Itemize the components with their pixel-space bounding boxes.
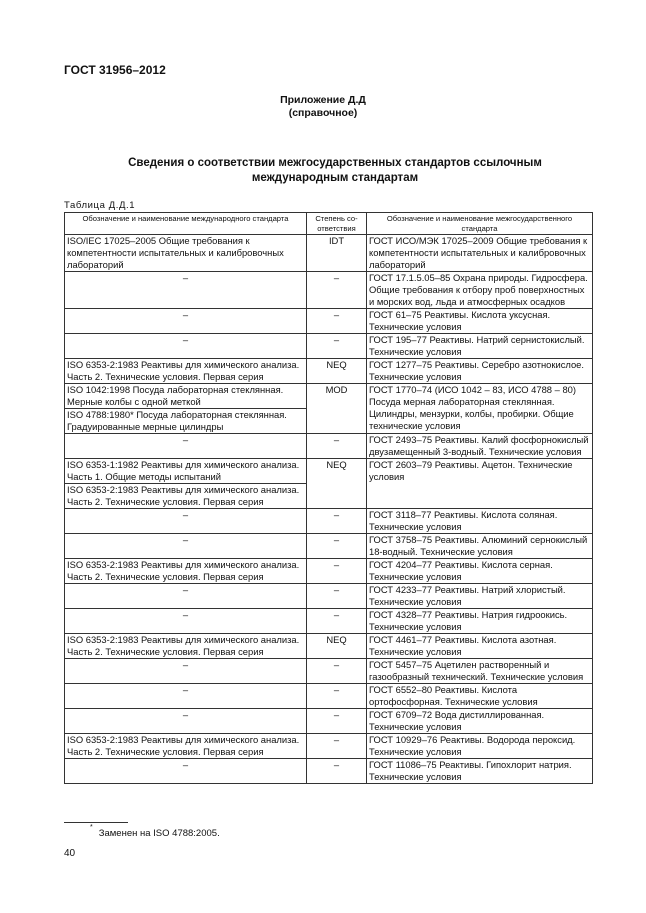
header-intl-standard: Обозначение и наименование международного стандарта [65, 213, 307, 235]
degree-cell: – [307, 534, 367, 559]
footnote [90, 824, 220, 840]
gost-standard-cell: ГОСТ 11086–75 Реактивы. Гипохлорит натрия. Технические условия [367, 759, 593, 784]
appendix-subtitle: (справочное) [288, 107, 358, 119]
page-number: 40 [64, 848, 76, 859]
gost-standard-cell: ГОСТ 1770–74 (ИСО 1042 – 83, ИСО 4788 – 80) Посуда мерная лабораторная стеклянная. Цилиндры, мензурки, колбы, пробирки. Общие технические условия [367, 384, 593, 434]
table-row [65, 534, 593, 559]
intl-standard-cell: – [65, 759, 307, 784]
gost-standard-cell: ГОСТ 61–75 Реактивы. Кислота уксусная. Технические условия [367, 309, 593, 334]
table-row [65, 235, 593, 272]
degree-cell: – [307, 709, 367, 734]
table-row [65, 709, 593, 734]
intl-standard-cell: – [65, 309, 307, 334]
footnote-mark: * [90, 824, 93, 831]
degree-cell: NEQ [307, 359, 367, 384]
intl-standard-cell: – [65, 584, 307, 609]
gost-standard-cell: ГОСТ 10929–76 Реактивы. Водорода пероксид. Технические условия [367, 734, 593, 759]
intl-standard-cell: – [65, 434, 307, 459]
intl-standard-cell: – [65, 609, 307, 634]
degree-cell: – [307, 609, 367, 634]
table-row [65, 434, 593, 459]
standard-code: ГОСТ 31956–2012 [64, 63, 166, 77]
intl-standard-cell: ISO 6353-2:1983 Реактивы для химического анализа. Часть 2. Технические условия. Первая серия [65, 634, 307, 659]
gost-standard-cell: ГОСТ 2603–79 Реактивы. Ацетон. Технические условия [367, 459, 593, 509]
table-row [65, 459, 593, 484]
gost-standard-cell: ГОСТ 195–77 Реактивы. Натрий сернистокислый. Технические условия [367, 334, 593, 359]
degree-cell: – [307, 309, 367, 334]
intl-standard-cell: ISO 4788:1980* Посуда лабораторная стеклянная. Градуированные мерные цилиндры [65, 409, 307, 434]
table-row [65, 334, 593, 359]
gost-standard-cell: ГОСТ 17.1.5.05–85 Охрана природы. Гидросфера. Общие требования к отбору проб поверхностных и морских вод, льда и атмосферных осадков [367, 272, 593, 309]
degree-cell: – [307, 659, 367, 684]
intl-standard-cell: ISO 1042:1998 Посуда лабораторная стеклянная. Мерные колбы с одной меткой [65, 384, 307, 409]
appendix-title: Приложение Д.Д [280, 94, 366, 106]
table-row [65, 634, 593, 659]
intl-standard-cell: – [65, 334, 307, 359]
gost-standard-cell: ГОСТ 1277–75 Реактивы. Серебро азотнокислое. Технические условия [367, 359, 593, 384]
degree-cell: – [307, 734, 367, 759]
intl-standard-cell: ISO 6353-2:1983 Реактивы для химического анализа. Часть 2. Технические условия. Первая серия [65, 559, 307, 584]
gost-standard-cell: ГОСТ 4461–77 Реактивы. Кислота азотная. Технические условия [367, 634, 593, 659]
correspondence-table [64, 212, 593, 784]
header-degree: Степень со-ответствия [307, 213, 367, 235]
degree-cell: – [307, 684, 367, 709]
degree-cell: – [307, 272, 367, 309]
gost-standard-cell: ГОСТ 2493–75 Реактивы. Калий фосфорнокислый двузамещенный 3-водный. Технические условия [367, 434, 593, 459]
gost-standard-cell: ГОСТ 5457–75 Ацетилен растворенный и газообразный технический. Технические условия [367, 659, 593, 684]
gost-standard-cell: ГОСТ 3118–77 Реактивы. Кислота соляная. Технические условия [367, 509, 593, 534]
gost-standard-cell: ГОСТ 6709–72 Вода дистиллированная. Технические условия [367, 709, 593, 734]
gost-standard-cell: ГОСТ 3758–75 Реактивы. Алюминий сернокислый 18-водный. Технические условия [367, 534, 593, 559]
gost-standard-cell: ГОСТ 4328–77 Реактивы. Натрия гидроокись. Технические условия [367, 609, 593, 634]
intl-standard-cell: ISO/IEC 17025–2005 Общие требования к компетентности испытательных и калибровочных лабораторий [65, 235, 307, 272]
table-label: Таблица Д.Д.1 [64, 200, 136, 211]
degree-cell: NEQ [307, 459, 367, 509]
degree-cell: – [307, 759, 367, 784]
table-header-row [65, 213, 593, 235]
table-row [65, 759, 593, 784]
header-gost-standard: Обозначение и наименование межгосударственного стандарта [367, 213, 593, 235]
gost-standard-cell: ГОСТ 6552–80 Реактивы. Кислота ортофосфорная. Технические условия [367, 684, 593, 709]
degree-cell: MOD [307, 384, 367, 434]
table-row [65, 684, 593, 709]
degree-cell: NEQ [307, 634, 367, 659]
table-row [65, 584, 593, 609]
footnote-text: Заменен на ISO 4788:2005. [98, 828, 220, 840]
table-row [65, 609, 593, 634]
intl-standard-cell: ISO 6353-1:1982 Реактивы для химического анализа. Часть 1. Общие методы испытаний [65, 459, 307, 484]
gost-standard-cell: ГОСТ 4204–77 Реактивы. Кислота серная. Технические условия [367, 559, 593, 584]
intl-standard-cell: – [65, 709, 307, 734]
intl-standard-cell: – [65, 684, 307, 709]
table-row [65, 359, 593, 384]
table-row [65, 659, 593, 684]
intl-standard-cell: – [65, 272, 307, 309]
table-row [65, 272, 593, 309]
degree-cell: – [307, 559, 367, 584]
document-title: Сведения о соответствии межгосударственных стандартов ссылочным международным стандартам [128, 157, 542, 184]
gost-standard-cell: ГОСТ ИСО/МЭК 17025–2009 Общие требования к компетентности испытательных и калибровочных лабораторий [367, 235, 593, 272]
gost-standard-cell: ГОСТ 4233–77 Реактивы. Натрий хлористый. Технические условия [367, 584, 593, 609]
intl-standard-cell: ISO 6353-2:1983 Реактивы для химического анализа. Часть 2. Технические условия. Первая серия [65, 734, 307, 759]
footnote-divider [64, 822, 128, 823]
degree-cell: – [307, 509, 367, 534]
table-row [65, 509, 593, 534]
degree-cell: – [307, 584, 367, 609]
appendix-heading [0, 94, 646, 120]
table-row [65, 734, 593, 759]
table-row [65, 384, 593, 409]
intl-standard-cell: ISO 6353-2:1983 Реактивы для химического анализа. Часть 2. Технические условия. Первая серия [65, 359, 307, 384]
intl-standard-cell: ISO 6353-2:1983 Реактивы для химического анализа. Часть 2. Технические условия. Первая серия [65, 484, 307, 509]
table-row [65, 309, 593, 334]
degree-cell: – [307, 434, 367, 459]
intl-standard-cell: – [65, 509, 307, 534]
table-row [65, 559, 593, 584]
degree-cell: IDT [307, 235, 367, 272]
intl-standard-cell: – [65, 659, 307, 684]
degree-cell: – [307, 334, 367, 359]
intl-standard-cell: – [65, 534, 307, 559]
